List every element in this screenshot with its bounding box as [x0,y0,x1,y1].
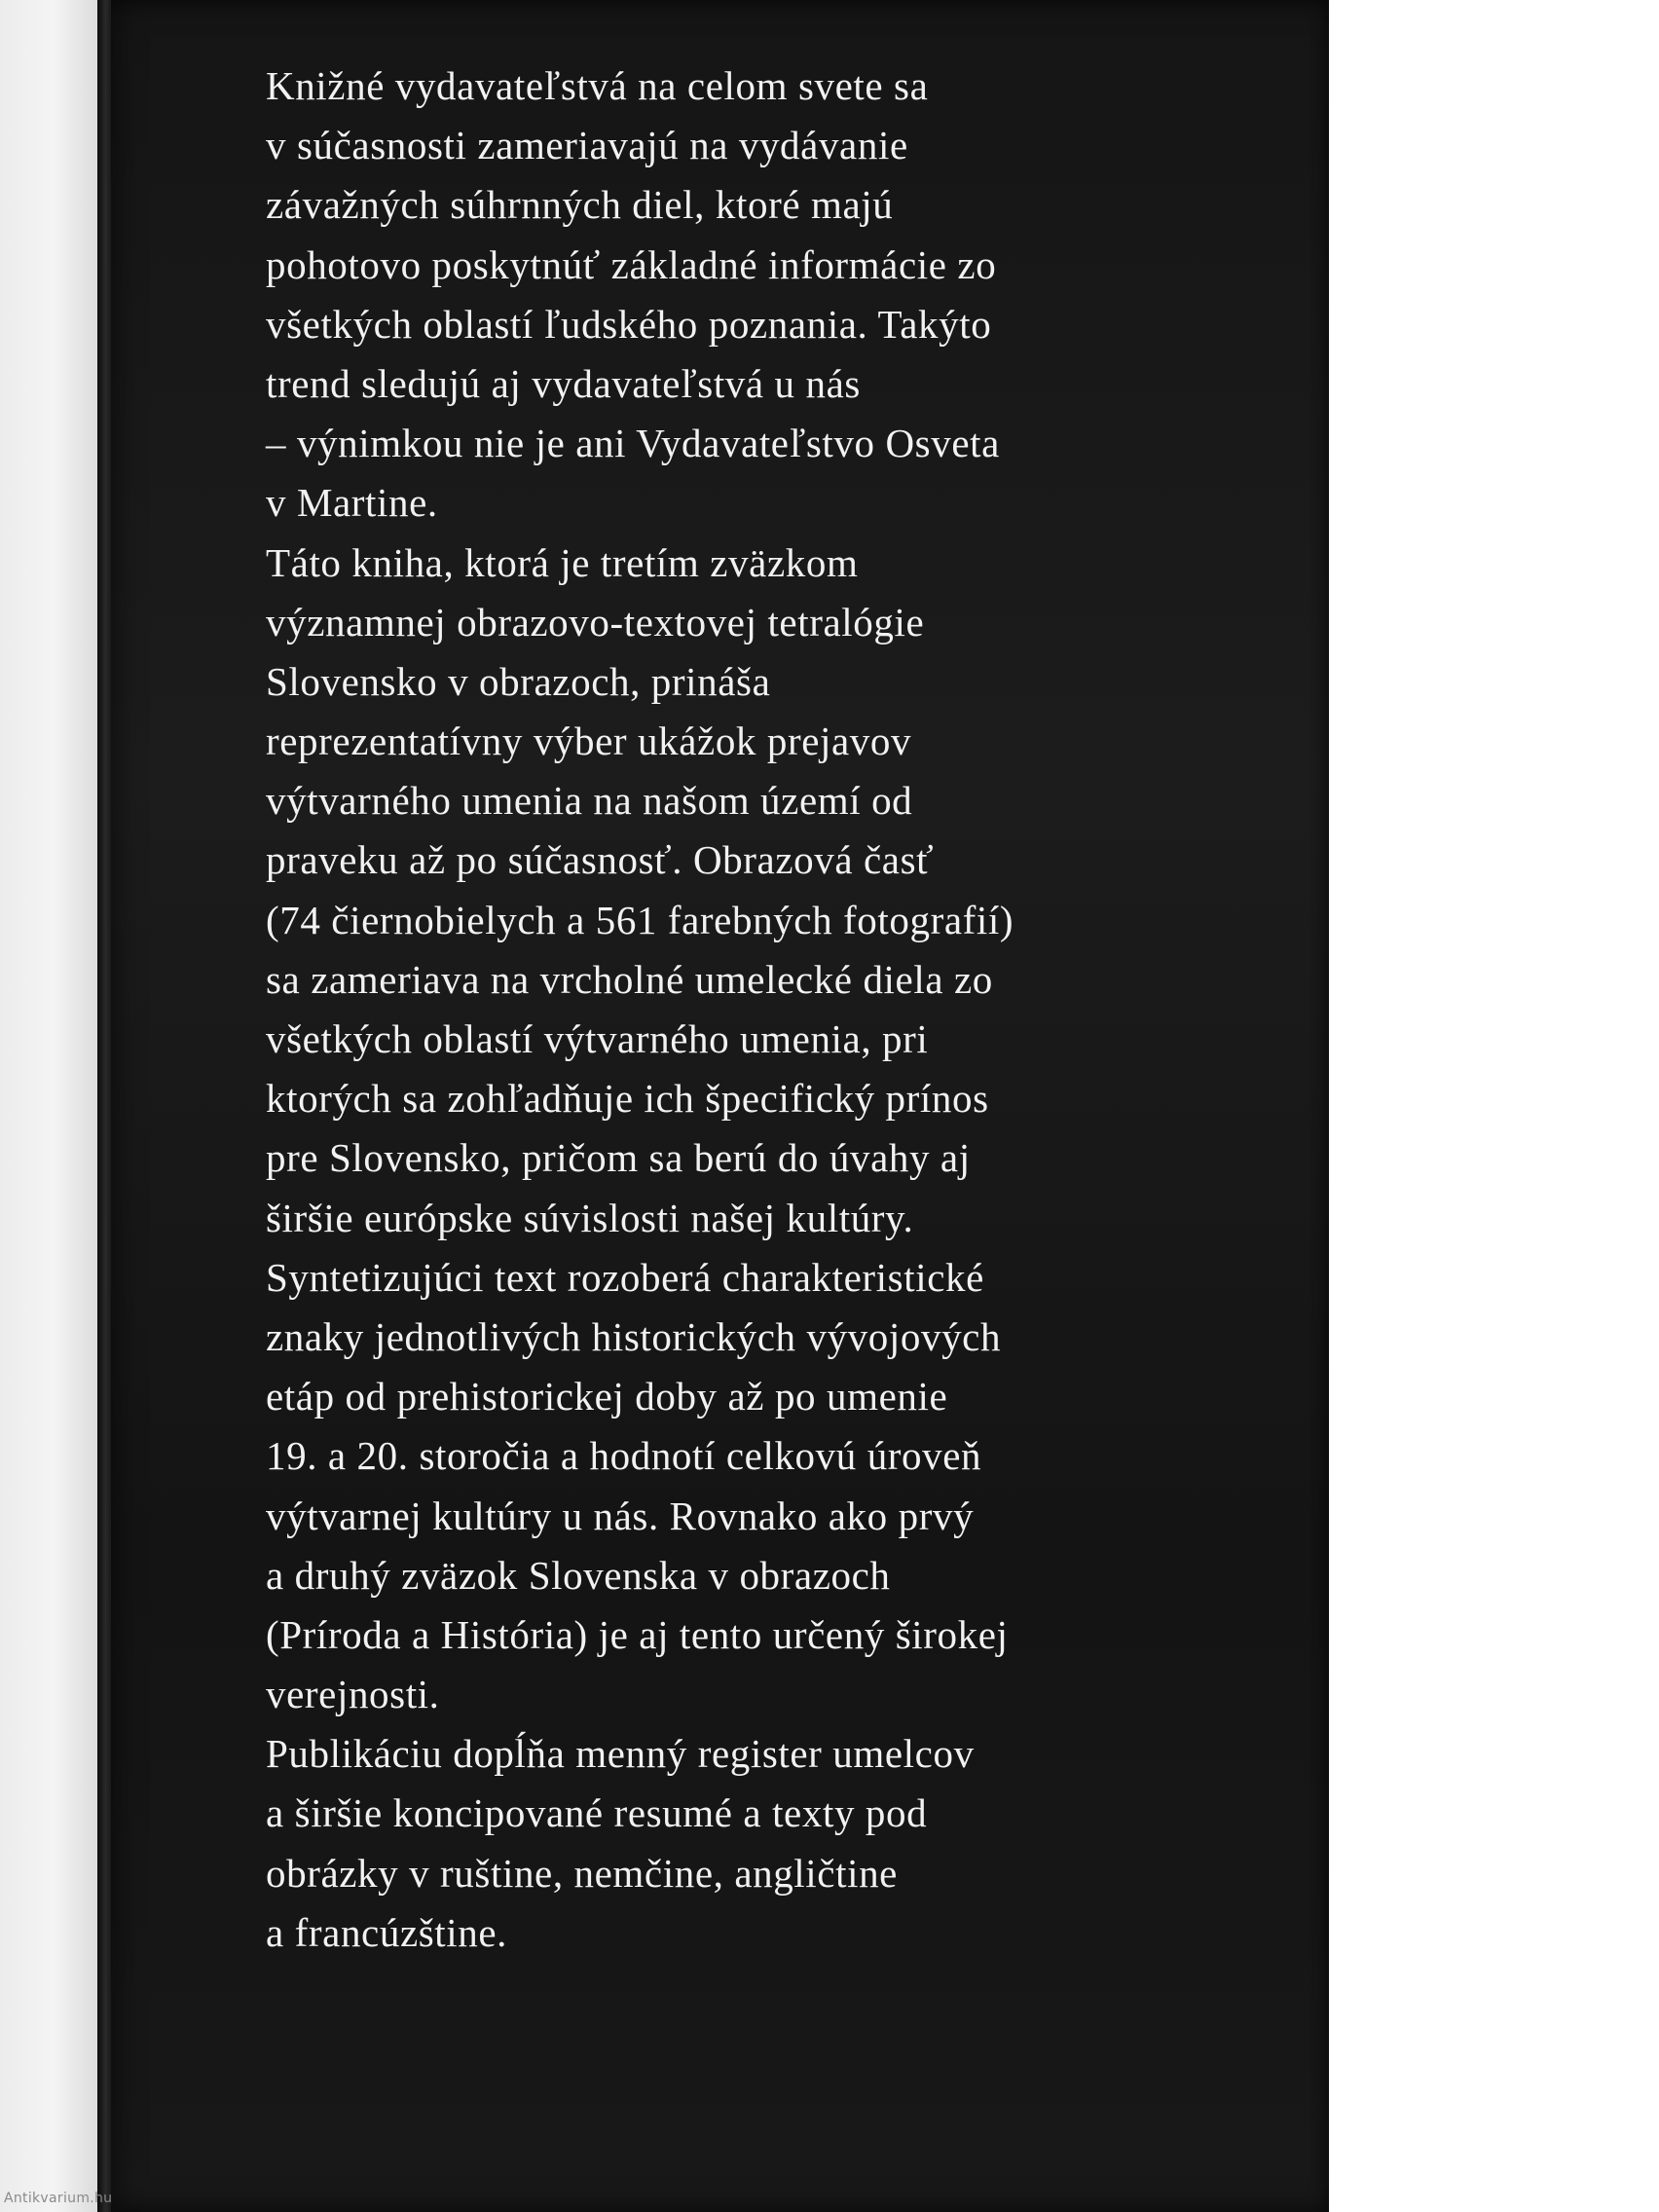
blurb-line: závažných súhrnných diel, ktoré majú [266,182,894,228]
blurb-line: trend sledujú aj vydavateľstvá u nás [266,360,861,406]
cover-spine-edge [97,0,111,2212]
blurb-line: 19. a 20. storočia a hodnotí celkovú úroveň [266,1433,982,1479]
blurb-line: praveku až po súčasnosť. Obrazová časť [266,837,935,883]
blurb-line: – výnimkou nie je ani Vydavateľstvo Osveta [266,421,1000,466]
blurb-line: pre Slovensko, pričom sa berú do úvahy aj [266,1135,971,1181]
blurb-line: verejnosti. [266,1672,440,1717]
page-right-background [1329,0,1659,2212]
blurb-line: Syntetizujúci text rozoberá charakteristické [266,1254,984,1300]
blurb-line: pohotovo poskytnúť základné informácie zo [266,241,997,287]
blurb-line: znaky jednotlivých historických vývojových [266,1313,1002,1359]
blurb-line: v Martine. [266,480,438,526]
page-left-margin [0,0,97,2212]
blurb-line: sa zameriava na vrcholné umelecké diela zo [266,956,993,1002]
blurb-line: širšie európske súvislosti našej kultúry. [266,1195,914,1240]
blurb-line: a širšie koncipované resumé a texty pod [266,1790,928,1836]
blurb-line: Slovensko v obrazoch, prináša [266,658,771,704]
blurb-line: všetkých oblastí ľudského poznania. Takýto [266,301,992,347]
blurb-line: v súčasnosti zameriavajú na vydávanie [266,123,908,168]
blurb-line: reprezentatívny výber ukážok prejavov [266,719,912,764]
blurb-line: a druhý zväzok Slovenska v obrazoch [266,1552,891,1598]
blurb-line: ktorých sa zohľadňuje ich špecifický prínos [266,1076,989,1122]
blurb-line: etáp od prehistorickej doby až po umenie [266,1374,948,1419]
blurb-line: Knižné vydavateľstvá na celom svete sa [266,63,929,108]
blurb-line: Publikáciu dopĺňa menný register umelcov [266,1731,975,1777]
watermark-text: Antikvarium.hu [4,2191,113,2206]
blurb-line: (Príroda a História) je aj tento určený širokej [266,1611,1009,1657]
blurb-line: obrázky v ruštine, nemčine, angličtine [266,1850,898,1896]
blurb-line: Táto kniha, ktorá je tretím zväzkom [266,539,859,585]
blurb-line: významnej obrazovo-textovej tetralógie [266,599,925,645]
blurb-line: (74 čiernobielych a 561 farebných fotografií) [266,897,1014,942]
blurb-line: výtvarnej kultúry u nás. Rovnako ako prvý [266,1493,975,1538]
blurb-line: všetkých oblastí výtvarného umenia, pri [266,1016,929,1061]
blurb-line: výtvarného umenia na našom území od [266,778,913,824]
blurb-line: a francúzštine. [266,1909,508,1955]
cover-blurb-text [266,56,1259,1963]
